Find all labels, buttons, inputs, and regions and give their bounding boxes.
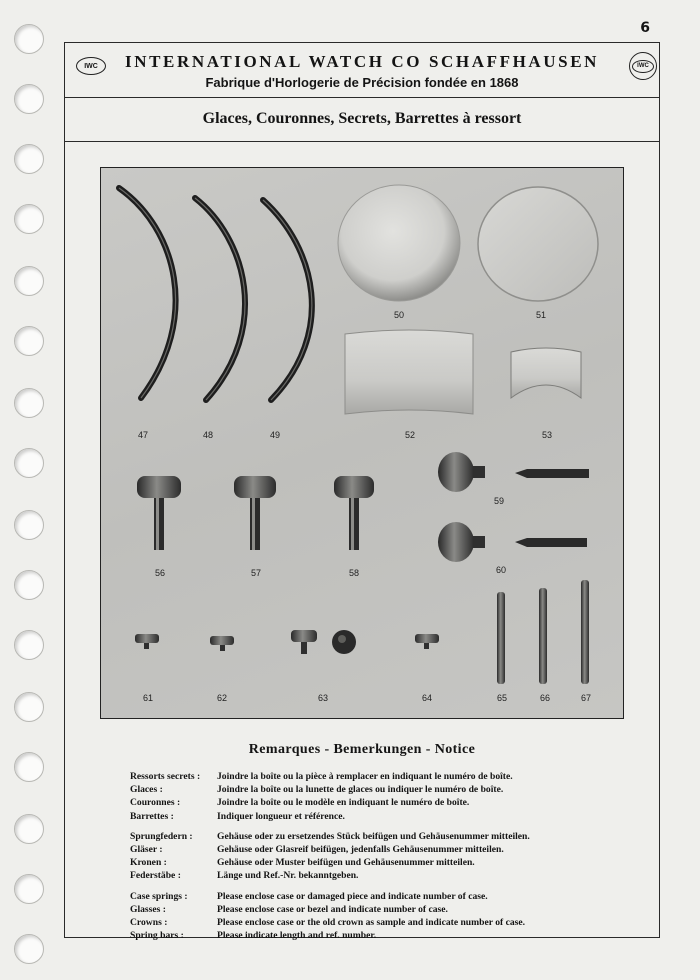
- note-row: [130, 796, 640, 809]
- spring-bar-67: [581, 580, 589, 684]
- company-subtitle: Fabrique d'Horlogerie de Précision fondée en 1868: [205, 75, 519, 90]
- binder-hole: [14, 448, 44, 478]
- note-term: Couronnes :: [130, 797, 181, 809]
- part-label-67: 67: [580, 693, 592, 703]
- iwc-seal-logo: [629, 52, 657, 80]
- section-title: Glaces, Couronnes, Secrets, Barrettes à ressort: [64, 98, 660, 142]
- binder-hole: [14, 84, 44, 114]
- crown-64: [415, 634, 439, 649]
- case-spring-47: [119, 188, 176, 398]
- binder-hole: [14, 752, 44, 782]
- note-text: Please indicate length and ref. number.: [217, 930, 377, 942]
- note-term: Gläser :: [130, 844, 163, 856]
- note-term: Case springs :: [130, 890, 188, 902]
- company-name: INTERNATIONAL WATCH CO SCHAFFHAUSEN: [124, 52, 600, 71]
- parts-illustration: [101, 168, 624, 719]
- note-term: Glaces :: [130, 784, 163, 796]
- note-term: Spring bars :: [130, 930, 184, 942]
- note-term: Crowns :: [130, 917, 168, 929]
- spring-bar-66: [539, 588, 547, 684]
- part-label-53: 53: [541, 430, 553, 440]
- note-row: [130, 916, 640, 929]
- crown-62: [210, 636, 234, 651]
- note-row: [130, 856, 640, 869]
- note-term: Barrettes :: [130, 810, 174, 822]
- crown-pin-59: [515, 469, 589, 478]
- binder-hole: [14, 874, 44, 904]
- note-text: Indiquer longueur et référence.: [217, 810, 345, 822]
- binder-hole: [14, 814, 44, 844]
- part-label-57: 57: [250, 568, 262, 578]
- part-label-56: 56: [154, 568, 166, 578]
- part-label-61: 61: [142, 693, 154, 703]
- part-label-50: 50: [393, 310, 405, 320]
- note-text: Please enclose case or bezel and indicate number of case.: [217, 903, 448, 915]
- page-header: [64, 42, 660, 98]
- binder-hole: [14, 388, 44, 418]
- part-label-58: 58: [348, 568, 360, 578]
- note-row: [130, 783, 640, 796]
- part-label-65: 65: [496, 693, 508, 703]
- part-label-49: 49: [269, 430, 281, 440]
- binder-hole: [14, 630, 44, 660]
- notes-english: [130, 890, 640, 943]
- note-row: [130, 810, 640, 823]
- notes-section: [130, 770, 640, 949]
- binder-hole: [14, 510, 44, 540]
- crystal-53: [511, 348, 581, 398]
- watch-glass-50: [338, 185, 460, 301]
- case-spring-49: [263, 200, 312, 400]
- crown-60: [438, 522, 485, 562]
- note-text: Joindre la boîte ou la pièce à remplacer en indiquant le numéro de boîte.: [217, 771, 513, 782]
- binder-hole: [14, 692, 44, 722]
- note-text: Please enclose case or damaged piece and indicate number of case.: [217, 890, 488, 902]
- part-label-64: 64: [421, 693, 433, 703]
- note-row: [130, 903, 640, 916]
- part-label-60: 60: [495, 565, 507, 575]
- page-number: 6: [640, 20, 650, 36]
- part-label-52: 52: [404, 430, 416, 440]
- note-term: Ressorts secrets :: [130, 771, 201, 782]
- note-text: Gehäuse oder zu ersetzendes Stück beifügen und Gehäusenummer mitteilen.: [217, 830, 530, 842]
- logo-text: IWC: [84, 62, 98, 70]
- notice-title: Remarques - Bemerkungen - Notice: [248, 742, 476, 757]
- crown-pin-60: [515, 538, 587, 547]
- crown-59: [438, 452, 485, 492]
- note-row: [130, 770, 640, 783]
- crown-58: [334, 476, 374, 550]
- crown-61: [135, 634, 159, 649]
- note-text: Joindre la boîte ou le modèle en indiquant le numéro de boîte.: [217, 797, 470, 809]
- note-term: Kronen :: [130, 857, 167, 869]
- notes-french: [130, 770, 640, 823]
- note-text: Please enclose case or the old crown as sample and indicate number of case.: [217, 917, 526, 929]
- note-term: Sprungfedern :: [130, 830, 193, 842]
- seal-inner: [632, 60, 654, 73]
- binder-hole: [14, 326, 44, 356]
- part-label-66: 66: [539, 693, 551, 703]
- case-spring-48: [195, 198, 245, 400]
- binder-hole: [14, 570, 44, 600]
- part-label-63: 63: [317, 693, 329, 703]
- note-term: Glasses :: [130, 903, 166, 915]
- note-row: [130, 929, 640, 942]
- part-label-59: 59: [493, 496, 505, 506]
- note-row: [130, 890, 640, 903]
- note-text: Gehäuse oder Glasreif beifügen, jedenfalls Gehäusenummer mitteilen.: [217, 844, 504, 856]
- note-row: [130, 843, 640, 856]
- spring-bar-65: [497, 592, 505, 684]
- binder-hole: [14, 144, 44, 174]
- watch-glass-51: [478, 187, 598, 301]
- note-row: [130, 869, 640, 882]
- crown-57: [234, 476, 276, 550]
- binder-hole: [14, 934, 44, 964]
- parts-photograph: [100, 167, 624, 719]
- part-label-48: 48: [202, 430, 214, 440]
- notes-german: [130, 830, 640, 883]
- note-row: [130, 830, 640, 843]
- part-label-47: 47: [137, 430, 149, 440]
- part-label-51: 51: [535, 310, 547, 320]
- binder-hole: [14, 204, 44, 234]
- note-term: Federstäbe :: [130, 870, 181, 882]
- note-text: Joindre la boîte ou la lunette de glaces ou indiquer le numéro de boîte.: [217, 784, 504, 796]
- part-label-62: 62: [216, 693, 228, 703]
- crown-63: [291, 630, 356, 654]
- crystal-52: [345, 330, 473, 414]
- binder-hole: [14, 266, 44, 296]
- crown-56: [137, 476, 181, 550]
- binder-hole: [14, 24, 44, 54]
- note-text: Gehäuse oder Muster beifügen und Gehäusenummer mitteilen.: [217, 857, 475, 869]
- seal-logo-text: IWC: [637, 63, 649, 69]
- note-text: Länge und Ref.-Nr. bekanntgeben.: [217, 870, 359, 882]
